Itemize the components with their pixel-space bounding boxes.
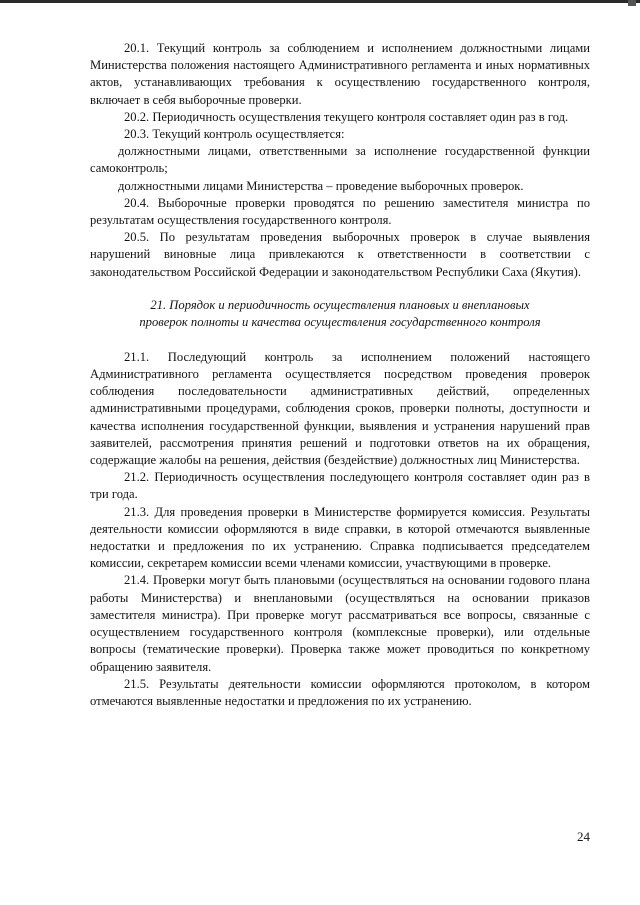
paragraph-20-1: 20.1. Текущий контроль за соблюдением и исполнением должностными лицами Министерства положения настоящего Административного регламента и иных нормативных актов, устанавливающих требования к осуществлению государственного контроля, включает в себя выборочные проверки. xyxy=(90,41,590,107)
paragraph-20-3-item-2: должностными лицами Министерства – проведение выборочных проверок. xyxy=(118,178,524,193)
section-heading-line-1: 21. Порядок и периодичность осуществления плановых и внеплановых xyxy=(150,297,530,312)
paragraph-21-1: 21.1. Последующий контроль за исполнением положений настоящего Административного регламента осуществляется посредством проведения проверок соблюдения последовательности административных действий, определенных административными процедурами, соблюдения сроков, проверки полноты, доступности и качества исполнения государственной функции, выявления и устранения нарушений прав заявителей, рассмотрения принятия решений и подготовки ответов на их обращения, содержащие жалобы на решения, действия (бездействие) должностных лиц Министерства. xyxy=(90,349,590,468)
paragraph-20-2: 20.2. Периодичность осуществления текущего контроля составляет один раз в год. xyxy=(124,109,569,124)
section-heading-line-2: проверок полноты и качества осуществления государственного контроля xyxy=(139,314,541,329)
page-number: 24 xyxy=(577,829,590,844)
paragraph-20-3-item-1: должностными лицами, ответственными за исполнение государственной функции самоконтроль; xyxy=(90,144,590,176)
paragraph-21-2: 21.2. Периодичность осуществления последующего контроля составляет один раз в три года. xyxy=(90,470,590,502)
paragraph-21-5: 21.5. Результаты деятельности комиссии оформляются протоколом, в котором отмечаются выявленные недостатки и предложения по их устранению. xyxy=(90,676,590,708)
paragraph-20-3: 20.3. Текущий контроль осуществляется: xyxy=(124,127,345,142)
scan-edge-line xyxy=(0,0,640,3)
document-body xyxy=(90,40,590,710)
paragraph-20-5: 20.5. По результатам проведения выборочных проверок в случае выявления нарушений виновные лица привлекаются к ответственности в соответствии с законодательством Российской Федерации и законодательством Республики Саха (Якутия). xyxy=(90,230,590,279)
paragraph-21-3: 21.3. Для проведения проверки в Министерстве формируется комиссия. Результаты деятельности комиссии оформляются в виде справки, в которой отмечаются выявленные недостатки и предложения по их устранению. Справка подписывается председателем комиссии, секретарем комиссии всеми членами комиссии, участвующими в проверке. xyxy=(90,504,590,571)
section-heading xyxy=(110,297,570,331)
paragraph-20-4: 20.4. Выборочные проверки проводятся по решению заместителя министра по результатам осуществления государственного контроля. xyxy=(90,195,590,228)
paragraph-21-4: 21.4. Проверки могут быть плановыми (осуществляться на основании годового плана работы Министерства) и внеплановыми (осуществляться на основании приказов заместителя министра). При проверке могут рассматриваться все вопросы, связанные с осуществлением государственного контроля (комплексные проверки), или отдельные вопросы (тематические проверки). Проверка также может проводиться по конкретному обращению заявителя. xyxy=(90,573,590,674)
scan-mark xyxy=(628,0,636,6)
